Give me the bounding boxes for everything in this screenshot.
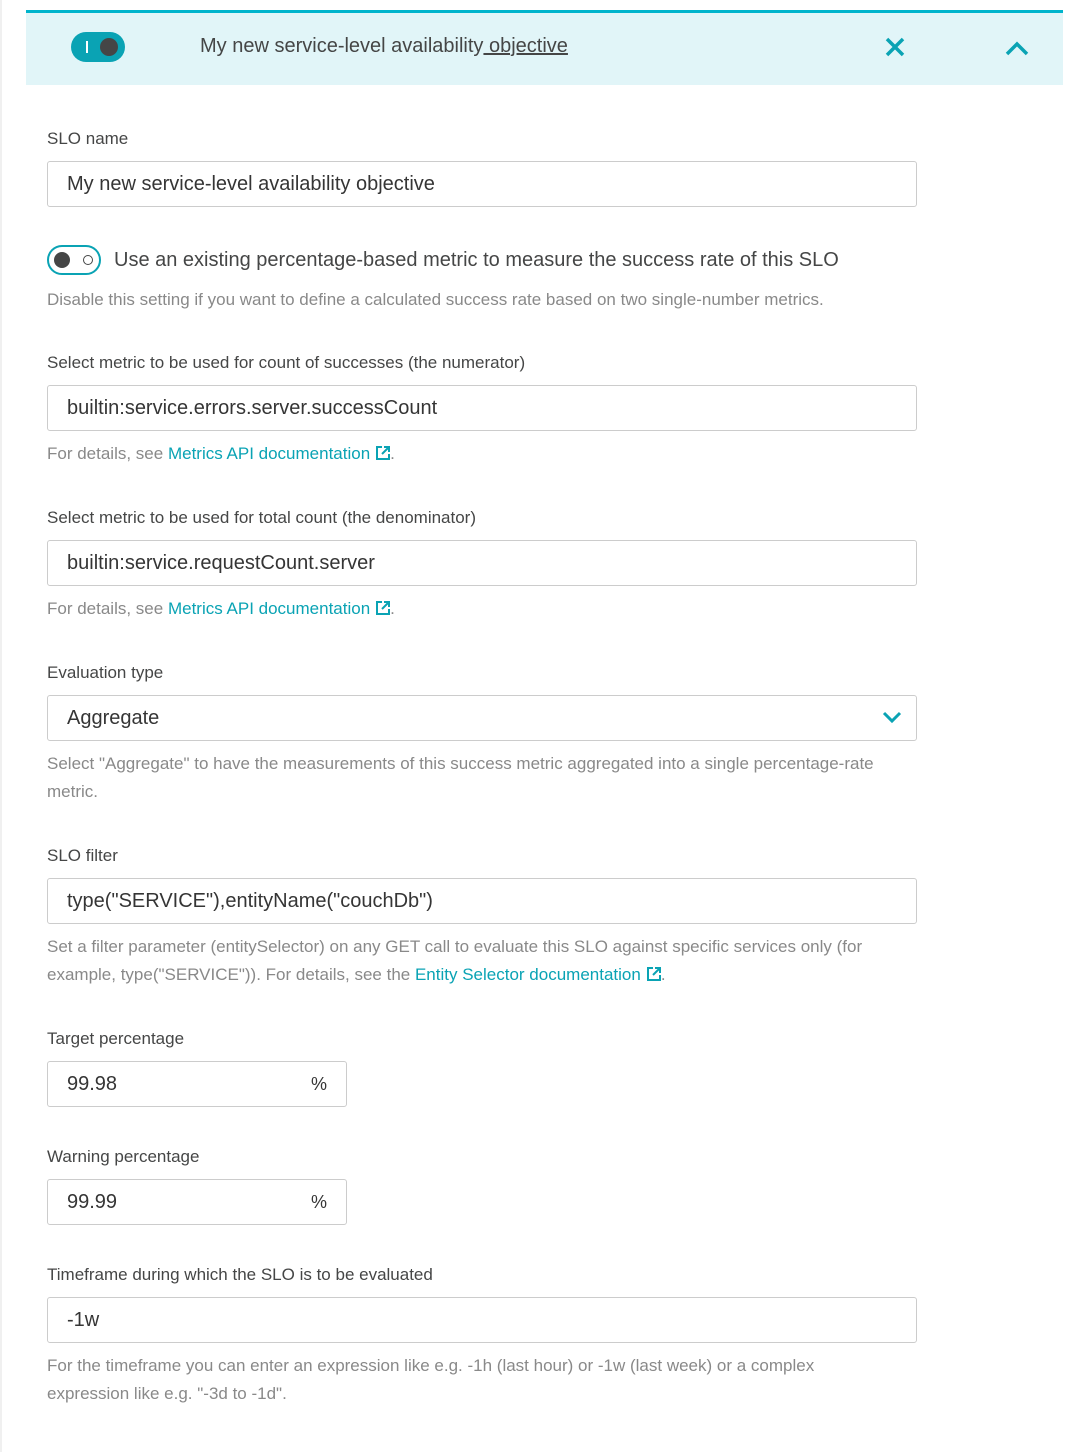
timeframe-help: For the timeframe you can enter an expression like e.g. -1h (last hour) or -1w (last week) or a complex expression like e.g. "-3d to -1d". <box>47 1356 815 1403</box>
slo-filter-help: Set a filter parameter (entitySelector) on any GET call to evaluate this SLO against specific services only (for example, type("SERVICE")). For details, see the Entity Selector documentation . <box>47 937 863 984</box>
numerator-help: For details, see Metrics API documentation . <box>47 444 395 463</box>
slo-header <box>26 10 1063 85</box>
external-link-icon <box>376 446 390 460</box>
timeframe-input[interactable]: -1w <box>47 1297 917 1343</box>
numerator-input[interactable]: builtin:service.errors.server.successCount <box>47 385 917 431</box>
percent-unit: % <box>310 1192 327 1212</box>
metrics-api-link[interactable]: Metrics API documentation <box>168 444 390 463</box>
target-percentage-input[interactable]: 99.98 % <box>47 1061 347 1107</box>
evaluation-type-help: Select "Aggregate" to have the measurements of this success metric aggregated into a single percentage-rate metric. <box>47 754 874 801</box>
warning-percentage-input[interactable]: 99.99 % <box>47 1179 347 1225</box>
slo-filter-label: SLO filter <box>47 846 118 865</box>
left-border <box>0 0 2 1452</box>
target-percentage-label: Target percentage <box>47 1029 185 1048</box>
warning-percentage-label: Warning percentage <box>47 1147 200 1166</box>
use-existing-metric-label: Use an existing percentage-based metric to measure the success rate of this SLO <box>114 249 839 271</box>
denominator-help: For details, see Metrics API documentation . <box>47 599 395 618</box>
slo-title: My new service-level availability objective <box>200 35 568 57</box>
denominator-label: Select metric to be used for total count (the denominator) <box>47 508 477 527</box>
denominator-input[interactable]: builtin:service.requestCount.server <box>47 540 917 586</box>
use-existing-metric-help: Disable this setting if you want to define a calculated success rate based on two single-number metrics. <box>47 290 824 309</box>
timeframe-label: Timeframe during which the SLO is to be evaluated <box>47 1265 433 1284</box>
close-icon[interactable] <box>882 34 908 60</box>
evaluation-type-select[interactable]: Aggregate <box>47 695 917 741</box>
slo-filter-input[interactable]: type("SERVICE"),entityName("couchDb") <box>47 878 917 924</box>
metrics-api-link[interactable]: Metrics API documentation <box>168 599 390 618</box>
entity-selector-link[interactable]: Entity Selector documentation <box>415 965 661 984</box>
use-existing-metric-toggle[interactable] <box>47 245 101 275</box>
chevron-down-icon <box>882 710 902 724</box>
evaluation-type-label: Evaluation type <box>47 663 164 682</box>
slo-enabled-toggle[interactable] <box>71 32 125 62</box>
numerator-label: Select metric to be used for count of successes (the numerator) <box>47 353 526 372</box>
chevron-up-icon[interactable] <box>1004 39 1030 59</box>
external-link-icon <box>647 967 661 981</box>
slo-name-input[interactable]: My new service-level availability objective <box>47 161 917 207</box>
slo-name-label: SLO name <box>47 129 129 148</box>
external-link-icon <box>376 601 390 615</box>
percent-unit: % <box>310 1074 327 1094</box>
